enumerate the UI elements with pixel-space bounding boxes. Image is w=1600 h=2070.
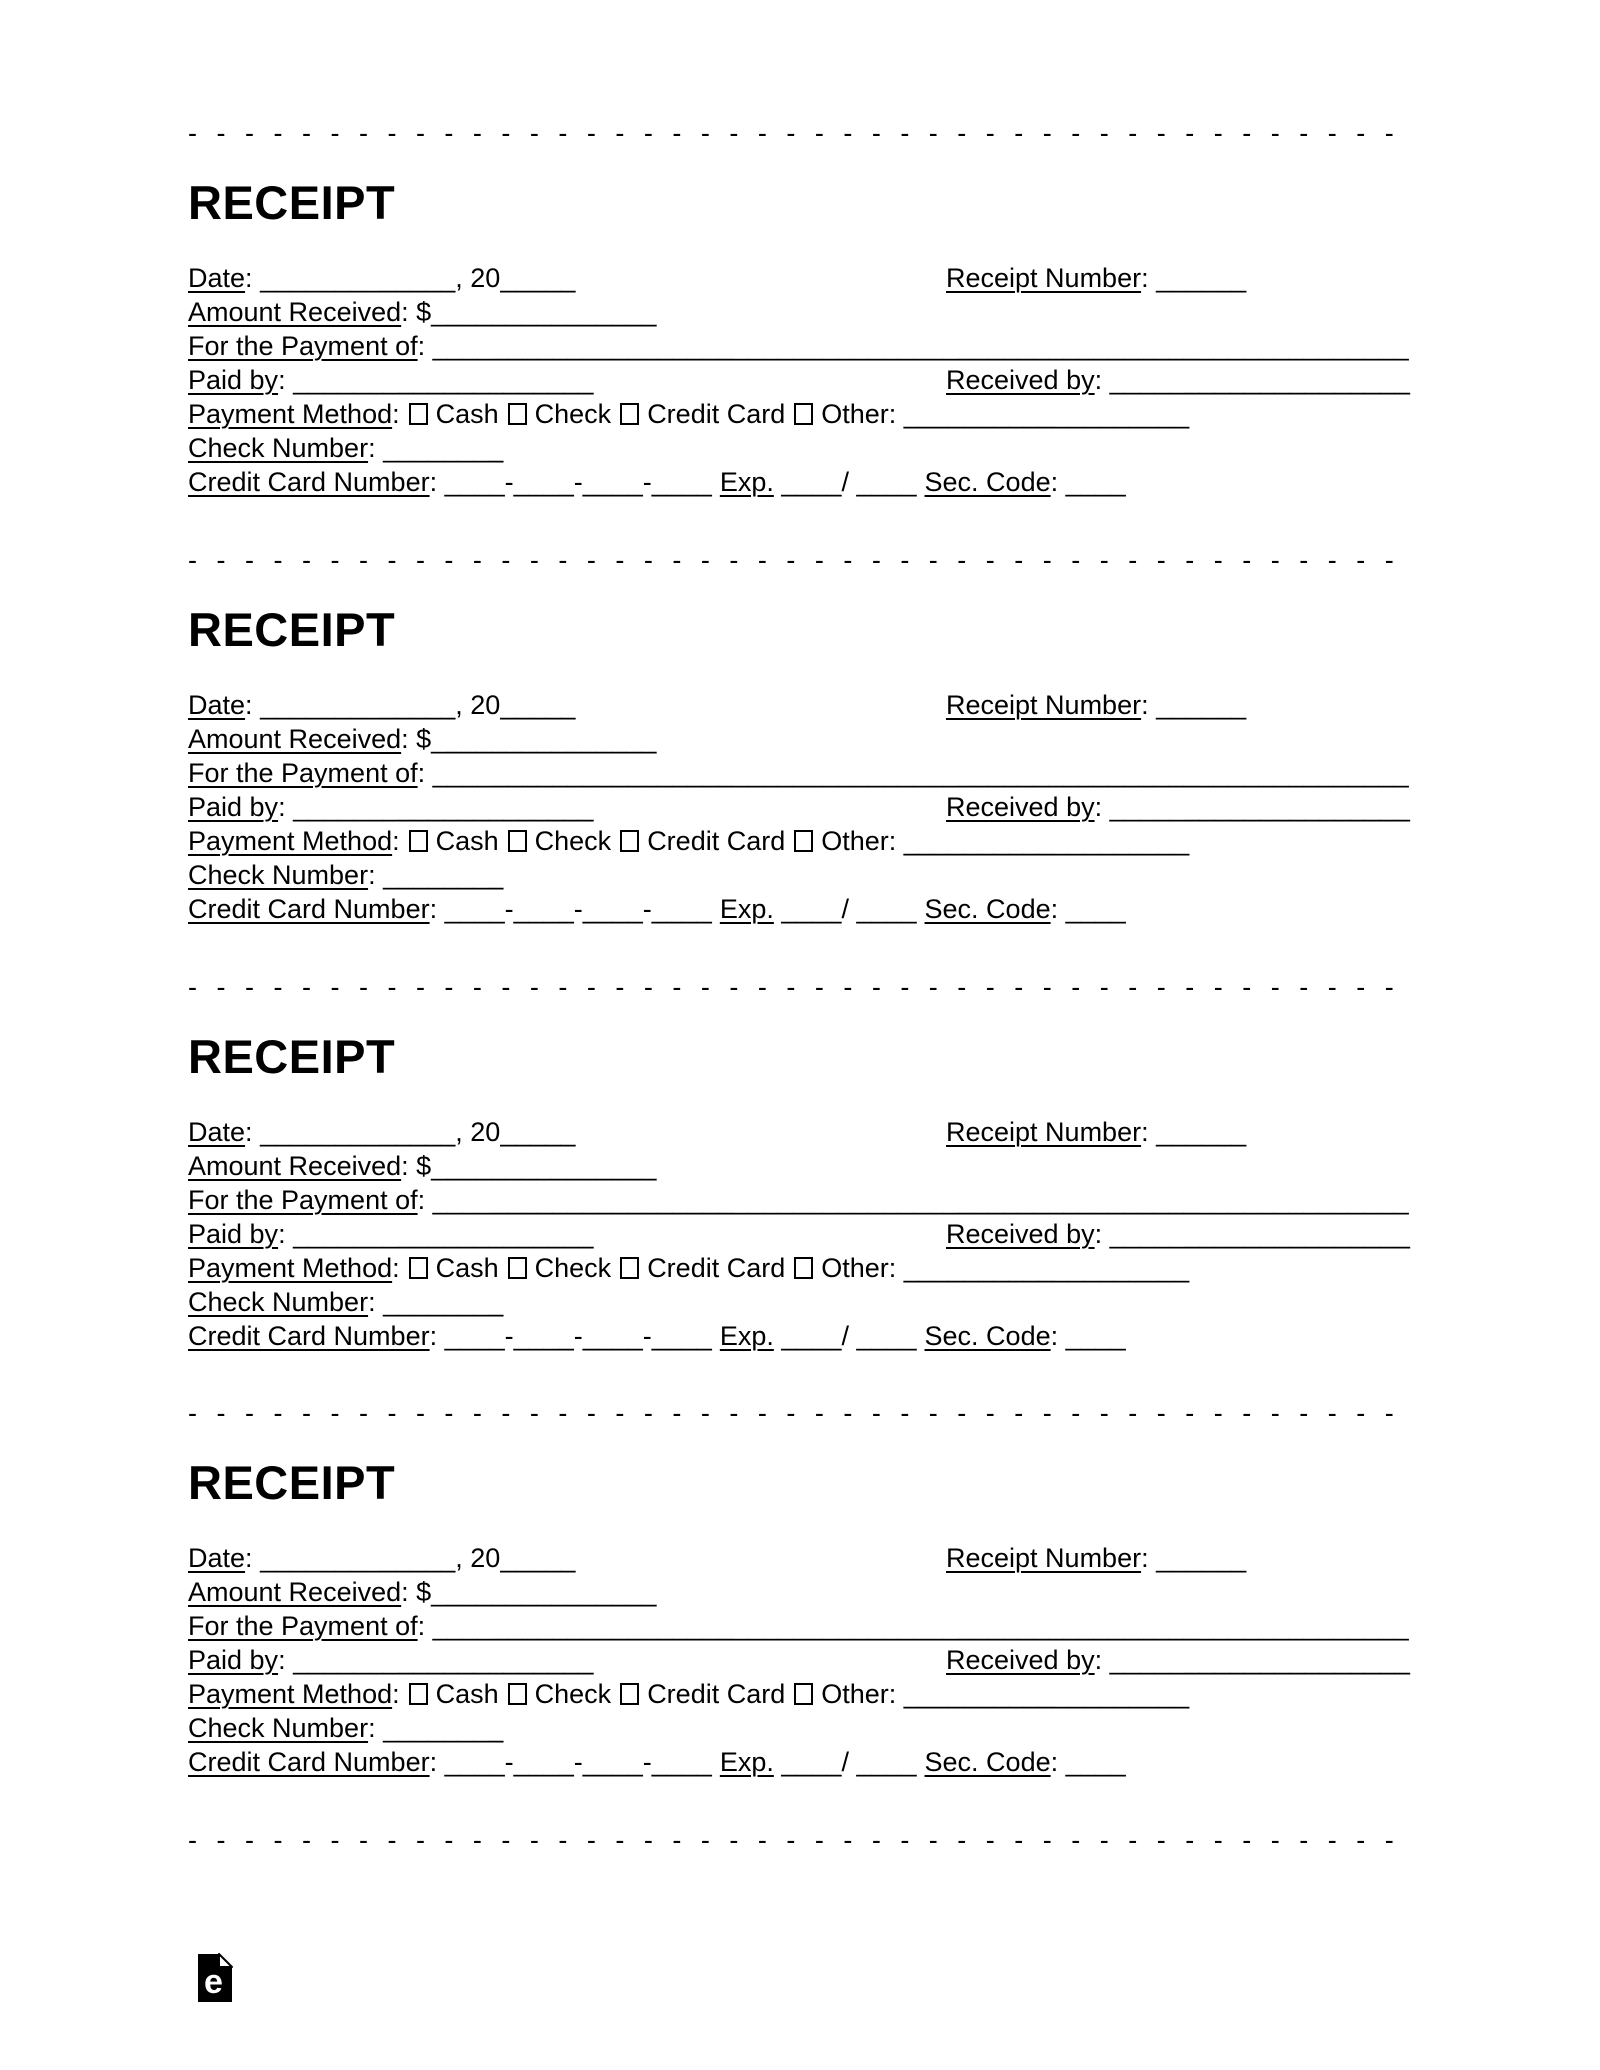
receipt-section (188, 116, 1412, 499)
amount-received-row (188, 1149, 1412, 1183)
label-colon: : (1141, 263, 1149, 293)
dollar-sign: $ (408, 1151, 432, 1181)
payment-of-row (188, 329, 1412, 363)
dashed-divider: - - - - - - - - - - - - - - - - - - - - - - - - - - - - - - - - - - - - - - - - - - - (188, 118, 1400, 148)
receipt-section (188, 543, 1412, 926)
check-number-label: Check Number (188, 433, 369, 463)
label-colon: : (401, 1151, 409, 1181)
check-number-blank-field[interactable]: ________ (375, 1287, 504, 1317)
other-blank-field[interactable]: ___________________ (896, 399, 1190, 429)
security-code-blank-field[interactable]: ____ (1058, 1321, 1126, 1351)
cash-checkbox[interactable] (409, 403, 428, 425)
security-code-blank-field[interactable]: ____ (1058, 1747, 1126, 1777)
check-label: Check (534, 826, 612, 856)
credit-card-number-row (188, 465, 1412, 499)
dashed-divider: - - - - - - - - - - - - - - - - - - - - - - - - - - - - - - - - - - - - - - - - - - - (188, 545, 1400, 575)
paid-by-label: Paid by (188, 792, 279, 822)
expiration-year-blank-field[interactable]: ____ (848, 894, 917, 924)
receipt-fields (188, 1115, 1412, 1353)
label-colon: : (401, 297, 409, 327)
amount-blank-field[interactable]: _______________ (431, 297, 657, 327)
check-number-label: Check Number (188, 1287, 369, 1317)
label-colon: : (392, 1253, 400, 1283)
paid-by-label: Paid by (188, 1645, 279, 1675)
security-code-blank-field[interactable]: ____ (1058, 894, 1126, 924)
other-label: Other (821, 826, 889, 856)
received-by-label: Received by (946, 365, 1095, 395)
check-number-label: Check Number (188, 1713, 369, 1743)
check-number-blank-field[interactable]: ________ (375, 1713, 504, 1743)
expiration-slash: / (841, 894, 849, 924)
date-row (188, 261, 1412, 295)
label-colon: : (401, 1577, 409, 1607)
label-colon: : (888, 1679, 897, 1709)
expiration-month-blank-field[interactable]: ____ (773, 467, 842, 497)
label-colon: : (368, 1287, 376, 1317)
receipt-number-label: Receipt Number (946, 263, 1142, 293)
payment-method-label: Payment Method (188, 1253, 393, 1283)
receipt-title: RECEIPT (188, 603, 396, 656)
cash-label: Cash (435, 826, 499, 856)
check-number-row (188, 431, 1412, 465)
amount-blank-field[interactable]: _______________ (431, 724, 657, 754)
payment-of-label: For the Payment of (188, 758, 418, 788)
credit-card-label: Credit Card (647, 826, 786, 856)
label-colon: : (392, 399, 400, 429)
check-label: Check (534, 1679, 612, 1709)
label-colon: : (278, 365, 286, 395)
cash-checkbox[interactable] (409, 1257, 428, 1279)
paid-by-blank-field[interactable]: ____________________ (285, 1645, 594, 1675)
receipt-number-blank-field[interactable]: ______ (1148, 1543, 1247, 1573)
amount-blank-field[interactable]: _______________ (431, 1151, 657, 1181)
check-checkbox[interactable] (508, 1683, 527, 1705)
label-colon: : (1050, 1747, 1059, 1777)
receipt-title: RECEIPT (188, 1030, 396, 1083)
expiration-year-blank-field[interactable]: ____ (848, 1747, 917, 1777)
expiration-year-blank-field[interactable]: ____ (848, 467, 917, 497)
received-by-label: Received by (946, 792, 1095, 822)
amount-received-label: Amount Received (188, 1577, 402, 1607)
date-blank-field[interactable]: _____________ (252, 1117, 456, 1147)
payment-method-row (188, 397, 1412, 431)
label-colon: : (417, 1611, 426, 1641)
payment-method-row (188, 1677, 1412, 1711)
credit-card-number-blank-field[interactable]: ____-____-____-____ (437, 894, 712, 924)
label-colon: : (278, 792, 286, 822)
label-colon: : (392, 826, 400, 856)
label-colon: : (888, 1253, 897, 1283)
label-colon: : (1050, 894, 1059, 924)
dashed-divider: - - - - - - - - - - - - - - - - - - - - - - - - - - - - - - - - - - - - - - - - - - - (188, 1398, 1400, 1428)
credit-card-number-label: Credit Card Number (188, 894, 430, 924)
cash-label: Cash (435, 399, 499, 429)
cash-label: Cash (435, 1679, 499, 1709)
paid-by-blank-field[interactable]: ____________________ (285, 792, 594, 822)
payment-method-label: Payment Method (188, 826, 393, 856)
received-by-blank-field[interactable]: ____________________ (1102, 1645, 1410, 1675)
receipt-number-label: Receipt Number (946, 690, 1142, 720)
paid-by-label: Paid by (188, 365, 279, 395)
payment-method-label: Payment Method (188, 399, 393, 429)
security-code-blank-field[interactable]: ____ (1058, 467, 1126, 497)
payment-of-blank-field[interactable]: _________________________________________________________________ (425, 1611, 1409, 1641)
payment-of-blank-field[interactable]: _________________________________________________________________ (425, 1185, 1409, 1215)
received-by-label: Received by (946, 1645, 1095, 1675)
date-blank-field[interactable]: _____________ (252, 263, 456, 293)
label-colon: : (429, 894, 438, 924)
year-prefix: , 20 (455, 263, 501, 293)
amount-received-row (188, 1575, 1412, 1609)
other-blank-field[interactable]: ___________________ (896, 1253, 1190, 1283)
label-colon: : (417, 758, 426, 788)
label-colon: : (245, 263, 253, 293)
other-label: Other (821, 1679, 889, 1709)
credit-card-label: Credit Card (647, 1253, 786, 1283)
label-colon: : (1094, 1219, 1103, 1249)
cash-checkbox[interactable] (409, 1683, 428, 1705)
dashed-divider: - - - - - - - - - - - - - - - - - - - - - - - - - - - - - - - - - - - - - - - - - - - (188, 972, 1400, 1002)
paid-by-blank-field[interactable]: ____________________ (285, 365, 594, 395)
credit-card-number-row (188, 1745, 1412, 1779)
dollar-sign: $ (408, 1577, 432, 1607)
payment-of-label: For the Payment of (188, 331, 418, 361)
receipt-fields (188, 261, 1412, 499)
date-row (188, 1115, 1412, 1149)
year-blank-field[interactable]: _____ (500, 690, 576, 720)
payment-method-label: Payment Method (188, 1679, 393, 1709)
date-row (188, 1541, 1412, 1575)
security-code-label: Sec. Code (924, 894, 1051, 924)
label-colon: : (368, 860, 376, 890)
label-colon: : (429, 1321, 438, 1351)
cash-checkbox[interactable] (409, 830, 428, 852)
amount-received-row (188, 295, 1412, 329)
receipt-fields (188, 1541, 1412, 1779)
security-code-label: Sec. Code (924, 1747, 1051, 1777)
label-colon: : (1141, 690, 1149, 720)
label-colon: : (417, 1185, 426, 1215)
credit-card-checkbox[interactable] (620, 1257, 639, 1279)
amount-received-label: Amount Received (188, 1151, 402, 1181)
credit-card-label: Credit Card (647, 1679, 786, 1709)
year-prefix: , 20 (455, 690, 501, 720)
date-blank-field[interactable]: _____________ (252, 690, 456, 720)
date-label: Date (188, 1543, 246, 1573)
label-colon: : (1141, 1543, 1149, 1573)
year-prefix: , 20 (455, 1543, 501, 1573)
label-colon: : (1094, 1645, 1103, 1675)
other-label: Other (821, 399, 889, 429)
receipt-number-group (946, 261, 1246, 295)
receipt-number-group (946, 688, 1246, 722)
other-label: Other (821, 1253, 889, 1283)
date-blank-field[interactable]: _____________ (252, 1543, 456, 1573)
label-colon: : (245, 1117, 253, 1147)
label-colon: : (392, 1679, 400, 1709)
receipt-title: RECEIPT (188, 1456, 396, 1509)
receipt-section (188, 970, 1412, 1353)
date-row (188, 688, 1412, 722)
security-code-label: Sec. Code (924, 467, 1051, 497)
receipt-number-blank-field[interactable]: ______ (1148, 690, 1247, 720)
received-by-group (946, 363, 1410, 397)
received-by-group (946, 1643, 1410, 1677)
label-colon: : (368, 1713, 376, 1743)
label-colon: : (888, 399, 897, 429)
received-by-blank-field[interactable]: ____________________ (1102, 365, 1410, 395)
payment-of-row (188, 1183, 1412, 1217)
payment-method-row (188, 1251, 1412, 1285)
expiration-label: Exp. (719, 894, 774, 924)
check-number-row (188, 858, 1412, 892)
label-colon: : (417, 331, 426, 361)
expiration-month-blank-field[interactable]: ____ (773, 1321, 842, 1351)
receipt-number-label: Receipt Number (946, 1117, 1142, 1147)
credit-card-number-blank-field[interactable]: ____-____-____-____ (437, 1747, 712, 1777)
check-number-row (188, 1711, 1412, 1745)
label-colon: : (278, 1645, 286, 1675)
date-label: Date (188, 263, 246, 293)
receipt-number-group (946, 1115, 1246, 1149)
date-label: Date (188, 690, 246, 720)
other-blank-field[interactable]: ___________________ (896, 826, 1190, 856)
payment-of-row (188, 756, 1412, 790)
payment-of-label: For the Payment of (188, 1611, 418, 1641)
expiration-label: Exp. (719, 1321, 774, 1351)
credit-card-number-blank-field[interactable]: ____-____-____-____ (437, 467, 712, 497)
check-number-row (188, 1285, 1412, 1319)
label-colon: : (278, 1219, 286, 1249)
check-number-blank-field[interactable]: ________ (375, 433, 504, 463)
check-checkbox[interactable] (508, 830, 527, 852)
received-by-group (946, 790, 1410, 824)
expiration-month-blank-field[interactable]: ____ (773, 1747, 842, 1777)
date-label: Date (188, 1117, 246, 1147)
check-number-blank-field[interactable]: ________ (375, 860, 504, 890)
label-colon: : (429, 467, 438, 497)
check-label: Check (534, 399, 612, 429)
paid-by-row (188, 1643, 1412, 1677)
credit-card-label: Credit Card (647, 399, 786, 429)
other-checkbox[interactable] (794, 1257, 813, 1279)
credit-card-checkbox[interactable] (620, 830, 639, 852)
paid-by-row (188, 790, 1412, 824)
dollar-sign: $ (408, 297, 432, 327)
receipt-number-blank-field[interactable]: ______ (1148, 1117, 1247, 1147)
credit-card-number-label: Credit Card Number (188, 1747, 430, 1777)
receipt-title: RECEIPT (188, 176, 396, 229)
receipt-number-group (946, 1541, 1246, 1575)
dollar-sign: $ (408, 724, 432, 754)
paid-by-row (188, 1217, 1412, 1251)
cash-label: Cash (435, 1253, 499, 1283)
receipt-section (188, 1396, 1412, 1779)
label-colon: : (1050, 1321, 1059, 1351)
credit-card-checkbox[interactable] (620, 403, 639, 425)
payment-method-row (188, 824, 1412, 858)
year-blank-field[interactable]: _____ (500, 1117, 576, 1147)
credit-card-number-row (188, 1319, 1412, 1353)
payment-of-label: For the Payment of (188, 1185, 418, 1215)
security-code-label: Sec. Code (924, 1321, 1051, 1351)
expiration-slash: / (841, 1747, 849, 1777)
other-checkbox[interactable] (794, 830, 813, 852)
received-by-blank-field[interactable]: ____________________ (1102, 792, 1410, 822)
received-by-blank-field[interactable]: ____________________ (1102, 1219, 1410, 1249)
credit-card-checkbox[interactable] (620, 1683, 639, 1705)
label-colon: : (245, 1543, 253, 1573)
credit-card-number-row (188, 892, 1412, 926)
dashed-divider-bottom: - - - - - - - - - - - - - - - - - - - - - - - - - - - - - - - - - - - - - - - - - - - (188, 1825, 1400, 1855)
credit-card-number-blank-field[interactable]: ____-____-____-____ (437, 1321, 712, 1351)
expiration-slash: / (841, 467, 849, 497)
label-colon: : (401, 724, 409, 754)
other-blank-field[interactable]: ___________________ (896, 1679, 1190, 1709)
credit-card-number-label: Credit Card Number (188, 467, 430, 497)
label-colon: : (368, 433, 376, 463)
expiration-slash: / (841, 1321, 849, 1351)
check-number-label: Check Number (188, 860, 369, 890)
paid-by-blank-field[interactable]: ____________________ (285, 1219, 594, 1249)
expiration-month-blank-field[interactable]: ____ (773, 894, 842, 924)
other-checkbox[interactable] (794, 1683, 813, 1705)
label-colon: : (1094, 365, 1103, 395)
payment-of-blank-field[interactable]: _________________________________________________________________ (425, 331, 1409, 361)
payment-of-row (188, 1609, 1412, 1643)
other-checkbox[interactable] (794, 403, 813, 425)
expiration-label: Exp. (719, 467, 774, 497)
check-checkbox[interactable] (508, 403, 527, 425)
label-colon: : (888, 826, 897, 856)
label-colon: : (1050, 467, 1059, 497)
year-blank-field[interactable]: _____ (500, 263, 576, 293)
expiration-year-blank-field[interactable]: ____ (848, 1321, 917, 1351)
year-blank-field[interactable]: _____ (500, 1543, 576, 1573)
expiration-label: Exp. (719, 1747, 774, 1777)
label-colon: : (1141, 1117, 1149, 1147)
label-colon: : (429, 1747, 438, 1777)
paid-by-label: Paid by (188, 1219, 279, 1249)
amount-received-label: Amount Received (188, 724, 402, 754)
amount-received-label: Amount Received (188, 297, 402, 327)
eforms-logo (197, 1953, 233, 2003)
receipt-fields (188, 688, 1412, 926)
credit-card-number-label: Credit Card Number (188, 1321, 430, 1351)
check-checkbox[interactable] (508, 1257, 527, 1279)
payment-of-blank-field[interactable]: _________________________________________________________________ (425, 758, 1409, 788)
receipt-number-blank-field[interactable]: ______ (1148, 263, 1247, 293)
amount-blank-field[interactable]: _______________ (431, 1577, 657, 1607)
received-by-group (946, 1217, 1410, 1251)
label-colon: : (1094, 792, 1103, 822)
label-colon: : (245, 690, 253, 720)
receipt-number-label: Receipt Number (946, 1543, 1142, 1573)
year-prefix: , 20 (455, 1117, 501, 1147)
logo-letter: e (204, 1963, 223, 2001)
check-label: Check (534, 1253, 612, 1283)
paid-by-row (188, 363, 1412, 397)
received-by-label: Received by (946, 1219, 1095, 1249)
amount-received-row (188, 722, 1412, 756)
